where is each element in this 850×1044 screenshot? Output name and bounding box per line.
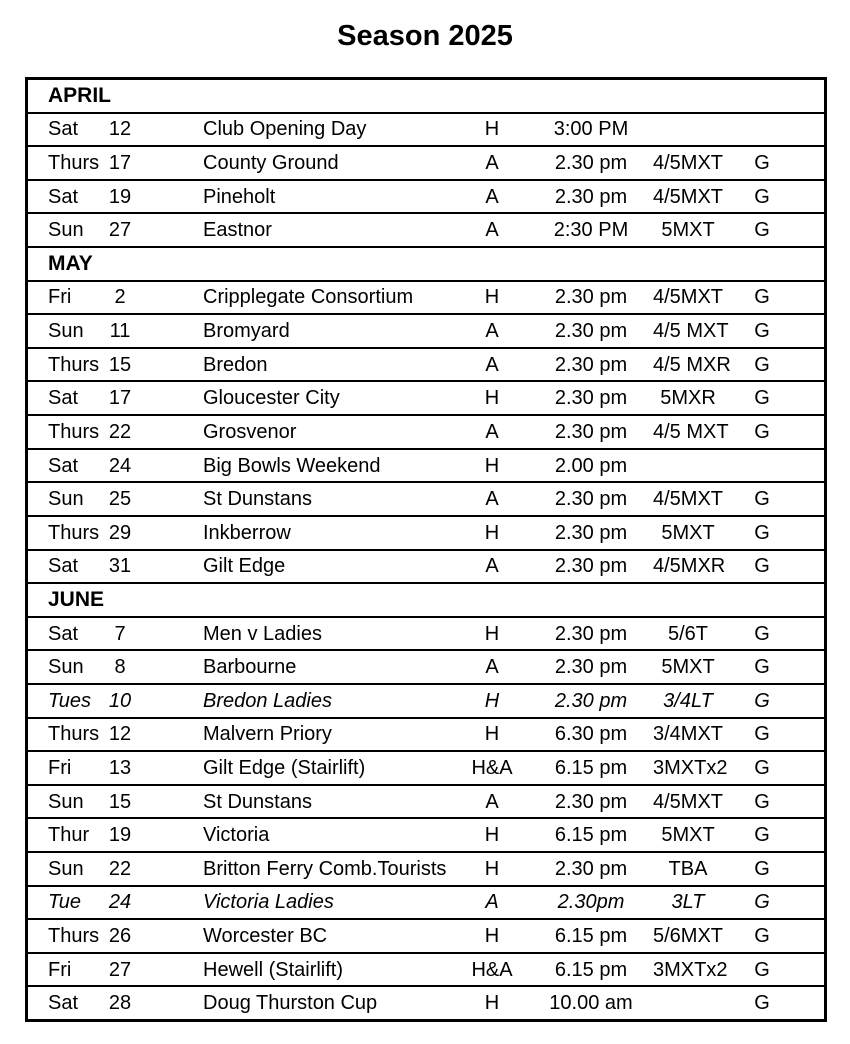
fixture-date: 8 (114, 656, 126, 679)
fixture-venue: H (484, 992, 500, 1015)
fixture-opponent: Gilt Edge (Stairlift) (203, 756, 366, 779)
fixture-day: Tues (48, 689, 91, 712)
fixture-day: Sun (48, 857, 84, 880)
fixture-venue: H (484, 723, 500, 746)
fixture-venue: A (485, 420, 499, 443)
fixture-format: 3/4LT (663, 689, 713, 712)
fixture-rink: G (754, 958, 770, 981)
fixture-row (28, 618, 824, 652)
fixture-rink: G (754, 420, 770, 443)
fixture-opponent: Grosvenor (203, 420, 297, 443)
fixture-rink: G (754, 790, 770, 813)
month-header-row (28, 248, 824, 282)
fixture-date: 27 (108, 958, 132, 981)
fixture-day: Sun (48, 790, 84, 813)
fixture-opponent: Victoria Ladies (203, 891, 334, 914)
fixture-opponent: Hewell (Stairlift) (203, 958, 344, 981)
fixture-rink: G (754, 353, 770, 376)
fixture-format: 4/5MXT (653, 286, 724, 309)
fixture-opponent: Men v Ladies (203, 622, 322, 645)
fixture-rink: G (754, 723, 770, 746)
fixture-opponent: Worcester BC (203, 925, 328, 948)
fixture-row (28, 819, 824, 853)
fixture-venue: A (485, 555, 499, 578)
fixture-day: Sun (48, 488, 84, 511)
fixture-date: 24 (108, 891, 132, 914)
fixture-day: Thurs (48, 420, 100, 443)
fixture-row (28, 752, 824, 786)
fixture-venue: H (484, 454, 500, 477)
fixture-opponent: Inkberrow (203, 521, 291, 544)
fixture-date: 15 (108, 353, 132, 376)
fixture-opponent: Bredon Ladies (203, 689, 332, 712)
fixture-time: 2.30 pm (554, 185, 628, 208)
fixture-time: 2.30 pm (554, 521, 628, 544)
fixture-time: 2.30 pm (554, 320, 628, 343)
fixture-row (28, 483, 824, 517)
fixture-time: 6.30 pm (554, 723, 628, 746)
fixture-day: Fri (48, 756, 72, 779)
fixture-date: 19 (108, 185, 132, 208)
fixture-day: Thurs (48, 521, 100, 544)
fixture-day: Sat (48, 454, 79, 477)
fixture-opponent: Eastnor (203, 219, 272, 242)
fixture-rink: G (754, 656, 770, 679)
fixture-row (28, 450, 824, 484)
fixture-format: 4/5 MXT (653, 320, 729, 343)
fixture-venue: H (484, 857, 500, 880)
fixture-time: 2.30 pm (554, 420, 628, 443)
fixture-date: 2 (114, 286, 126, 309)
fixture-time: 2.30 pm (554, 622, 628, 645)
fixture-day: Thurs (48, 723, 100, 746)
fixture-rink: G (754, 488, 770, 511)
fixture-date: 12 (108, 118, 132, 141)
fixture-venue: A (485, 320, 499, 343)
fixture-opponent: Barbourne (203, 656, 297, 679)
fixture-day: Sat (48, 992, 79, 1015)
fixture-day: Thurs (48, 925, 100, 948)
fixture-row (28, 853, 824, 887)
fixture-rink: G (754, 320, 770, 343)
fixture-day: Sun (48, 219, 84, 242)
fixture-date: 7 (114, 622, 126, 645)
fixture-time: 2.30 pm (554, 286, 628, 309)
fixture-row (28, 147, 824, 181)
month-label: APRIL (48, 84, 111, 108)
fixture-row (28, 651, 824, 685)
fixture-day: Sat (48, 622, 79, 645)
fixture-venue: A (485, 488, 499, 511)
fixture-venue: H&A (471, 958, 513, 981)
fixture-row (28, 349, 824, 383)
fixture-time: 2:30 PM (553, 219, 629, 242)
fixture-venue: H (484, 689, 500, 712)
fixture-venue: H (484, 925, 500, 948)
fixture-date: 28 (108, 992, 132, 1015)
fixture-format: 5MXR (660, 387, 716, 410)
fixture-day: Thurs (48, 353, 100, 376)
month-header-row (28, 80, 824, 114)
fixture-rink: G (754, 891, 770, 914)
fixture-format: 4/5 MXR (653, 353, 731, 376)
fixture-row (28, 114, 824, 148)
fixture-row (28, 214, 824, 248)
fixture-time: 2.30 pm (554, 555, 628, 578)
fixture-opponent: Victoria (203, 824, 270, 847)
fixture-date: 26 (108, 925, 132, 948)
fixture-day: Fri (48, 286, 72, 309)
fixture-time: 2.30 pm (554, 488, 628, 511)
fixture-day: Sat (48, 185, 79, 208)
fixture-day: Sat (48, 387, 79, 410)
fixture-format: 5/6T (667, 622, 709, 645)
fixture-venue: H (484, 286, 500, 309)
fixture-venue: H (484, 521, 500, 544)
fixture-row (28, 416, 824, 450)
fixture-row (28, 382, 824, 416)
fixture-time: 2.30pm (557, 891, 625, 914)
fixture-date: 27 (108, 219, 132, 242)
fixture-rink: G (754, 992, 770, 1015)
fixture-row (28, 920, 824, 954)
fixture-rink: G (754, 689, 770, 712)
fixture-day: Thurs (48, 152, 100, 175)
fixture-row (28, 987, 824, 1019)
fixture-date: 15 (108, 790, 132, 813)
fixture-date: 22 (108, 420, 132, 443)
fixture-rink: G (754, 555, 770, 578)
fixture-time: 2.30 pm (554, 689, 628, 712)
fixture-venue: H&A (471, 756, 513, 779)
fixture-time: 6.15 pm (554, 824, 628, 847)
fixture-day: Sat (48, 555, 79, 578)
fixture-date: 24 (108, 454, 132, 477)
fixture-row (28, 719, 824, 753)
fixture-date: 12 (108, 723, 132, 746)
fixture-date: 11 (109, 320, 131, 343)
fixture-row (28, 181, 824, 215)
fixture-time: 6.15 pm (554, 756, 628, 779)
fixture-format: 4/5MXR (653, 555, 726, 578)
fixture-opponent: County Ground (203, 152, 339, 175)
fixture-row (28, 517, 824, 551)
fixture-date: 25 (108, 488, 132, 511)
fixture-venue: A (485, 219, 499, 242)
fixture-venue: A (485, 656, 499, 679)
fixture-opponent: Doug Thurston Cup (203, 992, 378, 1015)
fixture-format: 5MXT (661, 824, 715, 847)
fixture-rink: G (754, 521, 770, 544)
fixture-venue: A (485, 185, 499, 208)
fixture-format: 5/6MXT (653, 925, 724, 948)
fixture-date: 17 (108, 387, 132, 410)
fixture-row (28, 954, 824, 988)
fixture-date: 29 (108, 521, 132, 544)
fixture-venue: H (484, 824, 500, 847)
fixture-opponent: St Dunstans (203, 790, 312, 813)
fixture-opponent: Britton Ferry Comb.Tourists (203, 857, 447, 880)
fixture-row (28, 315, 824, 349)
fixture-time: 10.00 am (549, 992, 633, 1015)
month-label: MAY (48, 252, 93, 276)
fixture-venue: H (484, 118, 500, 141)
fixture-opponent: Gilt Edge (203, 555, 286, 578)
fixture-time: 6.15 pm (554, 925, 628, 948)
fixture-opponent: St Dunstans (203, 488, 312, 511)
fixture-date: 31 (108, 555, 132, 578)
fixture-format: 4/5MXT (653, 152, 724, 175)
fixture-date: 22 (108, 857, 132, 880)
fixture-venue: A (485, 353, 499, 376)
fixture-format: 5MXT (661, 219, 715, 242)
fixture-row (28, 551, 824, 585)
fixture-date: 19 (108, 824, 132, 847)
fixture-format: TBA (668, 857, 708, 880)
fixture-rink: G (754, 219, 770, 242)
fixture-format: 5MXT (661, 656, 715, 679)
page-title: Season 2025 (337, 20, 513, 52)
fixture-time: 2.30 pm (554, 387, 628, 410)
fixture-rink: G (754, 152, 770, 175)
fixture-day: Fri (48, 958, 72, 981)
fixture-day: Tue (48, 891, 81, 914)
fixture-venue: H (484, 387, 500, 410)
fixture-opponent: Pineholt (203, 185, 276, 208)
fixture-date: 10 (108, 689, 132, 712)
fixture-opponent: Bromyard (203, 320, 290, 343)
month-label: JUNE (48, 588, 105, 612)
fixture-time: 6.15 pm (554, 958, 628, 981)
fixture-day: Sun (48, 656, 84, 679)
fixture-row (28, 786, 824, 820)
fixture-rink: G (754, 622, 770, 645)
fixture-date: 17 (108, 152, 132, 175)
fixture-venue: A (485, 790, 499, 813)
fixture-rink: G (754, 387, 770, 410)
fixture-format: 3MXTx2 (653, 958, 728, 981)
fixture-row (28, 685, 824, 719)
fixture-time: 2.30 pm (554, 857, 628, 880)
fixture-opponent: Club Opening Day (203, 118, 367, 141)
fixture-opponent: Big Bowls Weekend (203, 454, 381, 477)
fixture-time: 2.30 pm (554, 656, 628, 679)
fixture-opponent: Malvern Priory (203, 723, 332, 746)
fixture-time: 2.30 pm (554, 152, 628, 175)
fixture-rink: G (754, 857, 770, 880)
fixture-format: 5MXT (661, 521, 715, 544)
fixture-format: 4/5MXT (653, 790, 724, 813)
fixture-venue: H (484, 622, 500, 645)
fixture-format: 4/5 MXT (653, 420, 729, 443)
fixture-rink: G (754, 185, 770, 208)
fixture-rink: G (754, 756, 770, 779)
fixture-row (28, 887, 824, 921)
fixture-opponent: Gloucester City (203, 387, 340, 410)
fixture-opponent: Bredon (203, 353, 268, 376)
fixture-day: Thur (48, 824, 90, 847)
month-header-row (28, 584, 824, 618)
fixtures-table (25, 77, 827, 1022)
fixture-venue: A (485, 891, 499, 914)
fixture-rink: G (754, 824, 770, 847)
fixture-format: 4/5MXT (653, 488, 724, 511)
fixture-format: 3LT (671, 891, 705, 914)
fixture-format: 3/4MXT (653, 723, 724, 746)
fixture-opponent: Cripplegate Consortium (203, 286, 414, 309)
fixture-format: 4/5MXT (653, 185, 724, 208)
fixture-date: 13 (108, 756, 132, 779)
fixture-time: 2.30 pm (554, 353, 628, 376)
fixture-day: Sun (48, 320, 84, 343)
fixture-venue: A (485, 152, 499, 175)
fixture-rink: G (754, 925, 770, 948)
fixture-format: 3MXTx2 (653, 756, 728, 779)
fixture-day: Sat (48, 118, 79, 141)
fixture-row (28, 282, 824, 316)
fixture-time: 2.30 pm (554, 790, 628, 813)
fixture-time: 2.00 pm (554, 454, 628, 477)
fixture-time: 3:00 PM (553, 118, 629, 141)
fixture-rink: G (754, 286, 770, 309)
